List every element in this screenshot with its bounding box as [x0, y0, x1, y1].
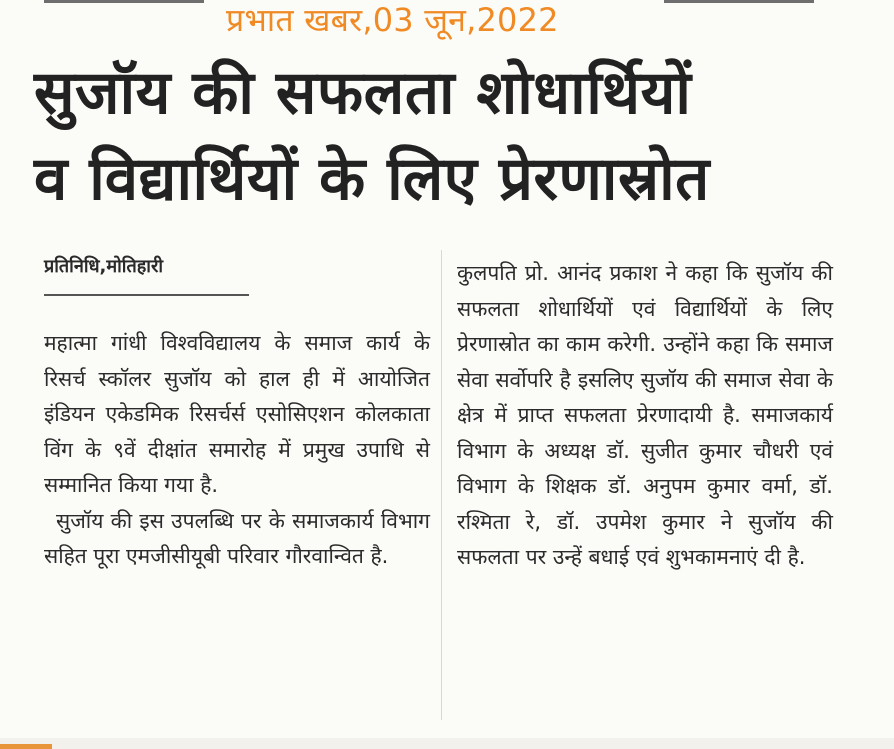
column-divider [441, 250, 442, 720]
article-column-right [457, 256, 833, 576]
paragraph: महात्मा गांधी विश्वविद्यालय के समाज कार्य के रिसर्च स्कॉलर सुजॉय को हाल ही में आयोजित इंडियन एकेडमिक रिसर्चर्स एसोसिएशन कोलकाता विंग के ९वें दीक्षांत समारोह में प्रमुख उपाधि से सम्मानित किया गया है. [44, 331, 430, 497]
source-caption: प्रभात खबर,03 जून,2022 [226, 1, 559, 39]
paragraph: कुलपति प्रो. आनंद प्रकाश ने कहा कि सुजॉय की सफलता शोधार्थियों एवं विद्यार्थियों के लिए प्रेरणास्रोत का काम करेगी. उन्होंने कहा कि समाज सेवा सर्वोपरि है इसलिए सुजॉय की समाज सेवा के क्षेत्र में प्राप्त सफलता प्रेरणादायी है. समाजकार्य विभाग के अध्यक्ष डॉ. सुजीत कुमार चौधरी एवं विभाग के शिक्षक डॉ. अनुपम कुमार वर्मा, डॉ. रश्मिता रे, डॉ. उपमेश कुमार ने सुजॉय की सफलता पर उन्हें बधाई एवं शुभकामनाएं दी है. [457, 261, 833, 569]
bottom-edge [0, 738, 894, 749]
byline: प्रतिनिधि,मोतिहारी [44, 256, 163, 277]
byline-underline [44, 294, 249, 296]
paragraph: सुजॉय की इस उपलब्धि पर के समाजकार्य विभाग सहित पूरा एमजीसीयूबी परिवार गौरवान्वित है. [44, 508, 430, 568]
top-border-rule [44, 0, 204, 3]
bottom-accent-mark [0, 744, 52, 749]
article-column-left [44, 326, 430, 575]
headline-line-1: सुजॉय की सफलता शोधार्थियों [34, 58, 692, 128]
top-border-rule-right [664, 0, 814, 3]
headline [34, 50, 864, 222]
headline-line-2: व विद्यार्थियों के लिए प्रेरणास्रोत [34, 144, 710, 214]
